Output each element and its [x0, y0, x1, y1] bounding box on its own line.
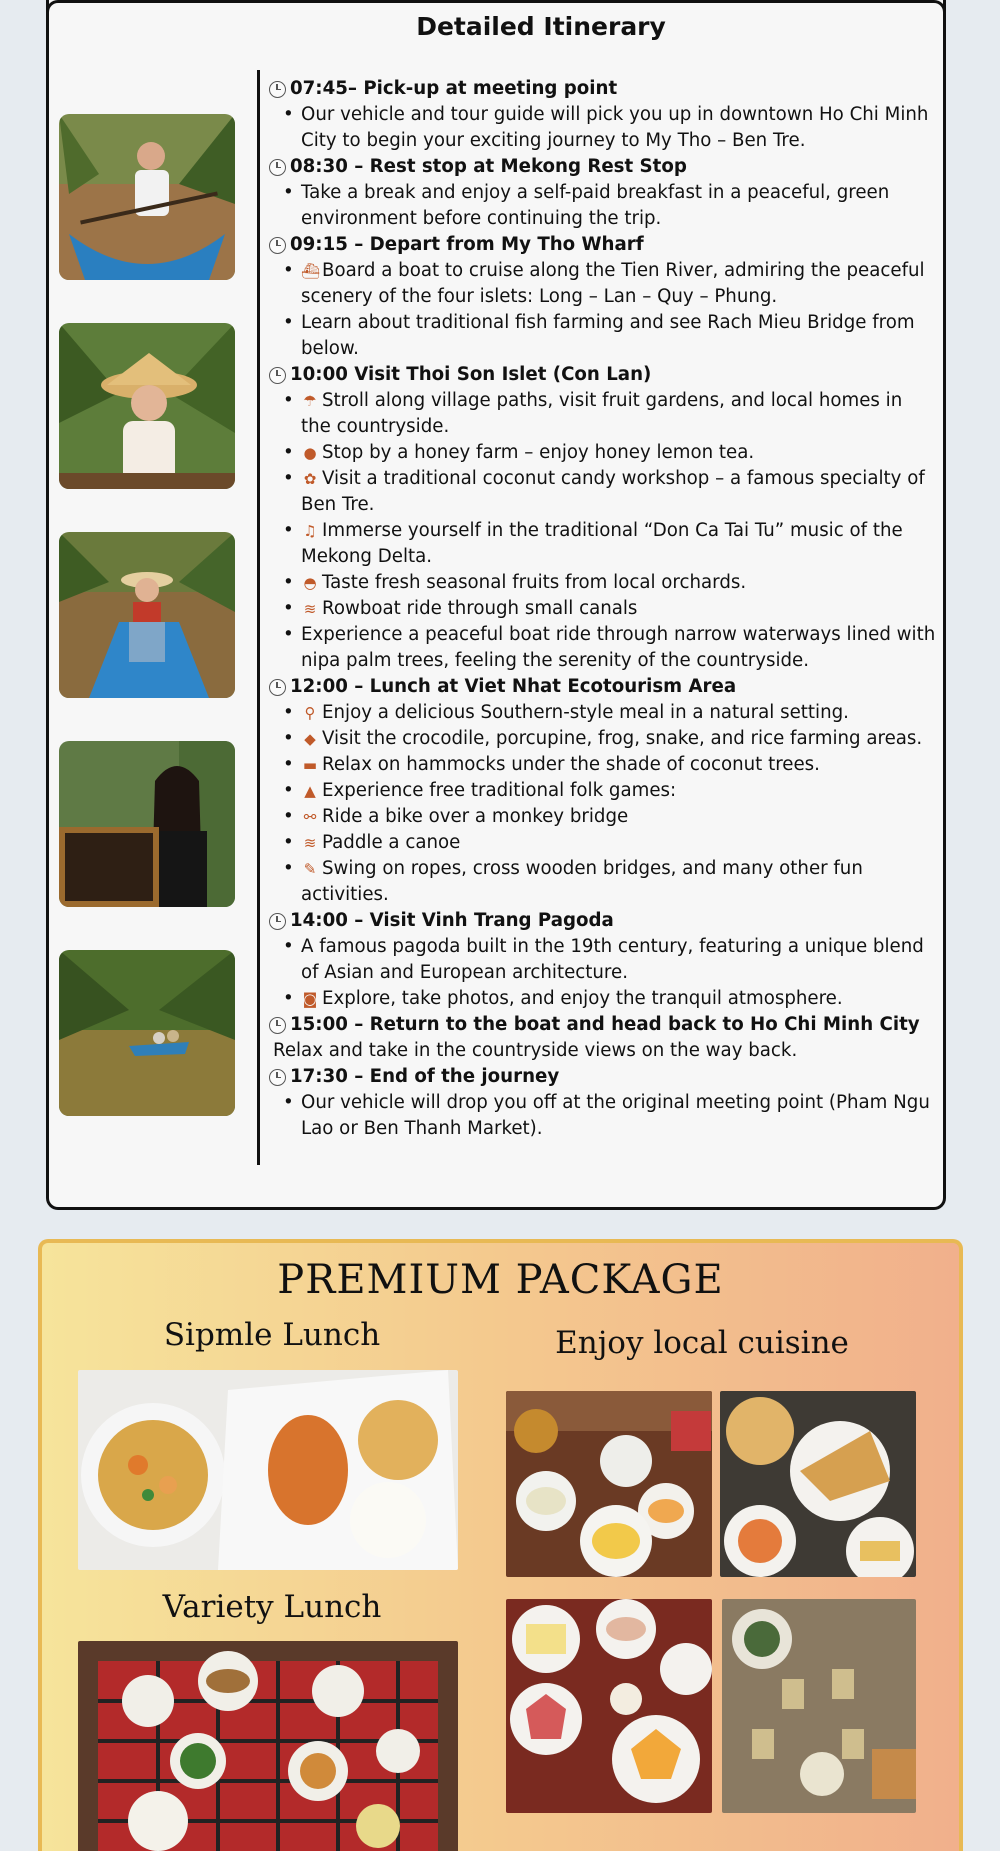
variety-lunch-title: Variety Lunch	[162, 1589, 382, 1625]
list-item	[281, 830, 937, 856]
photo-simple-lunch	[78, 1370, 458, 1570]
list-item	[281, 466, 937, 518]
swing-icon: ✎	[303, 860, 317, 878]
list-item	[281, 934, 937, 986]
photo-cuisine-fruit-tea	[506, 1391, 712, 1577]
itinerary-step	[269, 76, 937, 154]
item-text: Immerse yourself in the traditional “Don Ca Tai Tu” music of the Mekong Delta.	[301, 520, 903, 567]
list-item	[281, 986, 937, 1012]
list-item	[281, 388, 937, 440]
itinerary-step	[269, 362, 937, 674]
list-item	[281, 856, 937, 908]
step-plain-text: Relax and take in the countryside views on the way back.	[273, 1040, 798, 1061]
photo-cuisine-tea-set	[722, 1599, 916, 1813]
timeline-line	[257, 70, 260, 1165]
step-title: 07:45– Pick-up at meeting point	[290, 78, 618, 99]
step-title: 15:00 – Return to the boat and head back to Ho Chi Minh City	[290, 1014, 920, 1035]
premium-title: PREMIUM PACKAGE	[277, 1257, 724, 1303]
watermelon-icon: ◓	[303, 574, 317, 592]
clock-icon	[269, 367, 286, 384]
item-text: Our vehicle and tour guide will pick you up in downtown Ho Chi Minh City to begin your exciting journey to My Tho – Ben Tre.	[301, 104, 929, 151]
clock-icon	[269, 913, 286, 930]
clock-icon	[269, 1017, 286, 1034]
bed-icon: ▬	[302, 756, 318, 774]
step-heading	[269, 1064, 937, 1090]
bicycle-icon: ⚯	[303, 808, 317, 826]
itinerary-card	[46, 0, 946, 1210]
list-item	[281, 102, 937, 154]
item-text: Visit a traditional coconut candy workshop – a famous specialty of Ben Tre.	[301, 468, 925, 515]
step-heading	[269, 76, 937, 102]
list-item	[281, 804, 937, 830]
item-text: Visit the crocodile, porcupine, frog, snake, and rice farming areas.	[322, 728, 923, 749]
list-item	[281, 752, 937, 778]
itinerary-step	[269, 154, 937, 232]
crocodile-icon: ◆	[304, 730, 316, 748]
item-text: Board a boat to cruise along the Tien River, admiring the peaceful scenery of the four islets: Long – Lan – Quy – Phung.	[301, 260, 925, 307]
item-text: Rowboat ride through small canals	[322, 598, 638, 619]
item-text: Learn about traditional fish farming and see Rach Mieu Bridge from below.	[301, 312, 915, 359]
photo-woman-conical-hat	[59, 323, 235, 489]
list-item	[281, 700, 937, 726]
list-item	[281, 310, 937, 362]
candy-icon: ✿	[303, 470, 317, 488]
list-item	[281, 518, 937, 570]
step-title: 08:30 – Rest stop at Mekong Rest Stop	[290, 156, 687, 177]
list-item	[281, 726, 937, 752]
itinerary-title: Detailed Itinerary	[416, 12, 666, 41]
photo-woman-honeycomb	[59, 741, 235, 907]
clock-icon	[269, 1069, 286, 1086]
itinerary-step	[269, 674, 937, 908]
item-text: Enjoy a delicious Southern-style meal in a natural setting.	[322, 702, 849, 723]
step-title: 14:00 – Visit Vinh Trang Pagoda	[290, 910, 614, 931]
step-heading	[269, 232, 937, 258]
list-item	[281, 440, 937, 466]
step-heading	[269, 674, 937, 700]
honey-icon: ●	[303, 444, 317, 462]
clock-icon	[269, 237, 286, 254]
local-cuisine-title: Enjoy local cuisine	[555, 1325, 849, 1361]
list-item	[281, 570, 937, 596]
walking-icon: ☂	[303, 392, 317, 410]
canoe-icon: ≋	[303, 834, 317, 852]
photo-variety-lunch	[78, 1641, 458, 1851]
item-text: Swing on ropes, cross wooden bridges, and many other fun activities.	[301, 858, 863, 905]
step-title: 10:00 Visit Thoi Son Islet (Con Lan)	[290, 364, 652, 385]
item-text: A famous pagoda built in the 19th century, featuring a unique blend of Asian and European architecture.	[301, 936, 924, 983]
step-title: 17:30 – End of the journey	[290, 1066, 560, 1087]
item-text: Paddle a canoe	[322, 832, 461, 853]
music-icon: ♫	[303, 522, 317, 540]
photo-cuisine-fruit-platter	[506, 1599, 712, 1813]
camera-icon: ◙	[302, 990, 318, 1008]
itinerary-step	[269, 1012, 937, 1064]
item-text: Stop by a honey farm – enjoy honey lemon tea.	[322, 442, 755, 463]
item-text: Explore, take photos, and enjoy the tranquil atmosphere.	[322, 988, 843, 1009]
step-title: 09:15 – Depart from My Tho Wharf	[290, 234, 644, 255]
item-text: Stroll along village paths, visit fruit gardens, and local homes in the countryside.	[301, 390, 903, 437]
item-text: Take a break and enjoy a self-paid breakfast in a peaceful, green environment before continuing the trip.	[301, 182, 890, 229]
itinerary-step	[269, 1064, 937, 1142]
cutlery-icon: ⚲	[304, 704, 316, 722]
itinerary-step	[269, 232, 937, 362]
clock-icon	[269, 159, 286, 176]
item-text: Ride a bike over a monkey bridge	[322, 806, 629, 827]
simple-lunch-title: Sipmle Lunch	[163, 1317, 381, 1353]
item-text: Experience a peaceful boat ride through narrow waterways lined with nipa palm trees, feeling the serenity of the countryside.	[301, 624, 936, 671]
item-text: Relax on hammocks under the shade of coconut trees.	[322, 754, 820, 775]
list-item	[281, 596, 937, 622]
photo-woman-boat	[59, 532, 235, 698]
itinerary-body	[269, 76, 937, 1142]
item-text: Experience free traditional folk games:	[322, 780, 677, 801]
step-heading	[269, 154, 937, 180]
step-heading	[269, 362, 937, 388]
list-item	[281, 778, 937, 804]
clock-icon	[269, 679, 286, 696]
list-item	[281, 1090, 937, 1142]
rowboat-icon: ≋	[303, 600, 317, 618]
list-item	[281, 622, 937, 674]
itinerary-step	[269, 908, 937, 1012]
photo-boat-canal	[59, 950, 235, 1116]
step-title: 12:00 – Lunch at Viet Nhat Ecotourism Area	[290, 676, 737, 697]
step-heading	[269, 1012, 937, 1038]
step-heading	[269, 908, 937, 934]
list-item	[281, 180, 937, 232]
photo-cuisine-seafood	[720, 1391, 916, 1577]
item-text: Taste fresh seasonal fruits from local orchards.	[322, 572, 747, 593]
photo-rowing-man	[59, 114, 235, 280]
premium-package-section	[38, 1239, 963, 1851]
item-text: Our vehicle will drop you off at the original meeting point (Pham Ngu Lao or Ben Thanh Market).	[301, 1092, 930, 1139]
joystick-icon: ▲	[304, 782, 316, 800]
photo-column	[59, 114, 235, 1159]
clock-icon	[269, 81, 286, 98]
boat-icon: ⛴	[301, 262, 321, 280]
list-item	[281, 258, 937, 310]
